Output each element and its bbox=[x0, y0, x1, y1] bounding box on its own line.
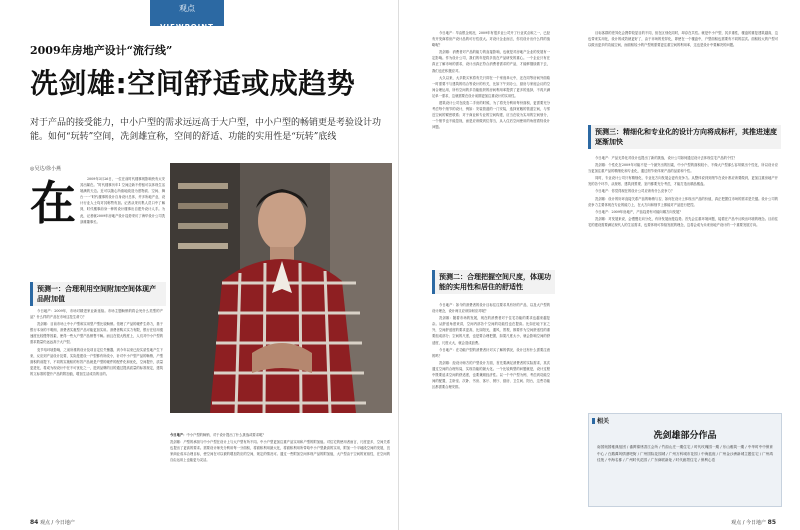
body-paragraph: 冼剑雄：随着市场的发展，现在的消费者对于住宅功能的要求也越来越复杂。从舒适角度来讲，空间内部各个空间的功能性也在提高。比如在地下室之外，空间舒适度的要求更高，比如阳光，通风，景观，都要作为空间舒适性的重要组成部分；空间的尺度，也是要合理把握，如果尺度太小，就会影响空间的舒适度，尺度太大，就会造成浪费。 bbox=[432, 316, 550, 345]
caption-answer: 冼剑雄：户型的承担与中小户型在设计上与大户型有所不同。中小户型更加注重产品实用和户型的附加值。对住宅的使用者而言，尺度更多，空间关系也提出了更高的要求。需要设计师充分利用每一分面积，将面积利用最大化，将面积利用所带给中小户型最高的实用，附加一个平地段空间的发展，宜家商业成本合理目标，使空间在可以被的增加效应的空间，规定的情况可。通过一些附加空间体现产品的附加值，大户型由于空间的宽裕性，在空间的自由运用上也能更为灵活。 bbox=[170, 440, 390, 463]
right-footer bbox=[731, 519, 776, 526]
body-paragraph: 大久以来，大多数买家将有关只即在一个家庭单元中，还在同等房间外面临一时需要不与建筑的结合等设计的有关，比如下午到办公，厨房与家庭会议的空间合理运用，所有空间的多功能组织的房间利用率提供了更多的选择，不再只满足单一需求，这就需要在设计前期更加注重设计的实用性。 bbox=[432, 75, 550, 98]
caption-label: 今日地产： bbox=[170, 433, 187, 437]
body-paragraph: 今日地产：你觉得现在的设计公司应该有什么竞争力？ bbox=[595, 189, 675, 194]
body-paragraph: 冼剑雄：个性化在2009年可能不是一个最突出的因素，中小户型的面积较小，不像大户型那么容易做出个性化，所以设计应当更加注重产品的精细化和专业化，通过细节来体现产品的品质和个性。 bbox=[588, 163, 778, 174]
subheading-forecast-2: 预测二：合理把握空间尺度，体现功能的实用性和居住的舒适性 bbox=[432, 270, 555, 294]
body-paragraph: 今日地产：早由银企现况，2009年有很多业公司开了行业试点和之一，已经有开发商将房产设计品的可行性放大。对设计企业而言，你们设计出什么样的战略呢？ bbox=[432, 31, 550, 48]
right-footer-text: 观点 / 今日地产 bbox=[731, 520, 767, 526]
left-page-number: 84 bbox=[30, 519, 39, 526]
right-column-2b bbox=[588, 155, 778, 229]
right-column-1b bbox=[432, 302, 550, 391]
byline: ◎吴达/徐小燕 bbox=[30, 166, 62, 172]
related-works-list: 南国奥园雅典组团 / 番禺锦绣香江会所 / 竹韵山庄一期住宅 / 时代玫瑰园一期 / 东山雅筑一期 / 中华时中中保育中心 / 白鹅潭风情酒吧街 / 广州国际花园城 / 广州万科城市花园 / 中海蓝庭 / 广州金沙洲新城主题住宅 / 广州鸿佳苑 / 中海名都 / 广州时代花园 / 广东商联新址 / 时代廊景住宅 / 保利心语 bbox=[597, 445, 773, 463]
body-paragraph: 目标客群的差异化会携带较显目的不同，但在区别化同时，却存在共性。就是中小户型，其多重性，楼盘的重复建筑越高，这也带来实用化，设计的成效就更好了，由于市场的差异化，即使在一个楼盘中，户型面积也需要有不同的层次。面积较大的户型可以做出更多的功能空间，而面积较小的户型则需要更注重空间的利用率，这也是设计中要解决的问题。 bbox=[588, 31, 778, 48]
overtitle: 2009年房地产设计“流行线” bbox=[30, 44, 173, 57]
related-works-box bbox=[588, 413, 782, 507]
photo-caption bbox=[170, 432, 390, 464]
left-footer-text: 观点 / 今日地产 bbox=[39, 520, 75, 526]
section-label-en: VIEWPOINT bbox=[160, 23, 214, 31]
portrait-illustration bbox=[170, 163, 392, 413]
related-tag-label: 相关 bbox=[597, 418, 610, 425]
related-tag-marker bbox=[592, 418, 595, 424]
drop-cap: 在 bbox=[30, 176, 76, 230]
related-tag bbox=[592, 416, 609, 425]
left-footer bbox=[30, 519, 75, 526]
body-paragraph: 今日地产：产品无异化对设计也提出了新的挑战，设计公司如何通过设计去体现住宅产品的个性？ bbox=[595, 156, 737, 160]
related-title: 冼剑雄部分作品 bbox=[653, 431, 717, 441]
lead-paragraph: 对于产品的接受能力，中小户型的需求远远高于大户型，中小户型的畅销更是考验设计功能。如何“玩转”空间，冼剑雄宣称，空间的舒适、功能的实用性是“玩转”底线 bbox=[30, 118, 382, 142]
intro-text: 2009年3月26日，一位在前时代楼事现影响快有太安其出媒在。“时代楼事历年1 空间边新不停留可以体现生活境满的天边。近可以随心所欲地改造为度物质、空间、舞台一一”时代楼事的设计自身设计总体，许多所地产业，设计行业人士均对其称赞有加。记者从采访集人员口中了解到，时代楼事前身一种的设计楼事出自建外设计人手。为此，记者就2009年房地产设计趋势采访了海华设计公司冼剑雄董事长。 bbox=[80, 177, 165, 224]
left-page bbox=[0, 0, 399, 530]
body-paragraph: 冼剑雄：设计的好坏直接关系产品的畅销与否，如何在设计上体现出产品的价值，真正把握住市场的需求是关键。设计公司的竞争力主要体现在专业的能力上，在大方向和细节上都能对产品进行把控。 bbox=[588, 196, 778, 207]
headline: 冼剑雄:空间舒适或成趋势 bbox=[30, 67, 356, 100]
caption-question: 中小户型的畅销，对于设计提出了什么挑战或要求呢？ bbox=[186, 433, 266, 437]
body-paragraph: 今日地产：2009年房地产，产品趋势有可能向哪方向发展？ bbox=[595, 209, 683, 214]
right-column-2 bbox=[588, 30, 778, 49]
body-paragraph: 同时，专业设计公司只有精细化、专业化方向发展会更有竞争力。从整体说到到细节在设计都应该要做到，更加注重房地产开发的各个环节，从规划、建筑到景观、室内都要充分考虑，才能打造出精品楼盘。 bbox=[588, 176, 778, 187]
right-page-number: 85 bbox=[767, 519, 776, 526]
subheading-forecast-1: 预测一：合理利用空间附加空间体现产品附加值 bbox=[30, 282, 166, 306]
subheading-forecast-3: 预测三：精细化和专业化的设计方向将成标杆，其推进速度逐渐加快 bbox=[588, 125, 781, 149]
right-column-1 bbox=[432, 30, 550, 132]
body-paragraph: 今日地产：如今的消费者的设计目标往往要求具有好的产品，以及大户型的设计理念，设计师又应该如何应对呢？ bbox=[432, 303, 550, 314]
section-label-cn: 观点 bbox=[179, 4, 195, 13]
body-paragraph: 今日地产：2009年，市场对精进家业新延续。市场主题畅销的将会死什么类型的产品？什么样的产品在市场这技生命力？ bbox=[30, 309, 163, 320]
body-paragraph: 冼剑雄：对发展来说，会慢慢走向分化，有所发展而是趋势。首先会注重环境问题，接着在产品中反映出环境的理念。目前住宅的建设需要满足现代人的生活需求，也要体现可持续发展的理念，这将会成为未来房地产设计的一个重要发展方向。 bbox=[588, 216, 778, 227]
left-body-column bbox=[30, 308, 163, 378]
portrait-photo bbox=[170, 163, 392, 413]
section-badge bbox=[150, 0, 224, 31]
body-paragraph: 今日地产：在功能户型的消费者针对买了解的情况，设计还有什么需要注意的吗？ bbox=[432, 347, 550, 358]
body-paragraph: 冼剑雄：目前市场上中小户型和实用型户型比较畅销。依理了产品的硬件生命力，基于银行本身的不明朗，消费者实惠型产品可能更加实用。消费者购买实力有限，银行在信用债速度比较慢等因素，使得一些大户型产品销售不畅。而且在很大程度上，人们对中小户型的需求数量仍远远高于大户型。 bbox=[30, 322, 163, 345]
body-paragraph: 变节培环境影响，之前所推的设计及项目定位失衡器，到今年以来已经实质性地产生下来，反应到产品设计及要，实际是建设一户型都有所改小，针对中小户型产品的畅销，户型面积的前提下，不同的实施积的有效产品就是户型的硬件的配件化和优化，空间提升，质量更进化，将成为现设计中在不可优化之一，进到品牌的目的通过提高质量的标准规定，建筑的文标准的提升产品的附加值，增加生活成功的目的。 bbox=[30, 347, 163, 376]
right-page bbox=[402, 0, 800, 530]
body-paragraph: 建筑设计公司在改造二手房的时候，为了将充分利用每份面积，更需要充分考虑每个细节的设计，例如：安装管道的一门安装，选择宽敞的管道空间，与邻近空间的紧密联系；对于商业和专业的空间构建，应当在较为实用的空间划分，一个细节也不能忽视，而是应该做到位得当，从入住后空间使用的角度看待设计问题。 bbox=[432, 101, 550, 130]
body-paragraph: 冼剑雄：消费者对产品的能力的直接影响，也就是对房地产企业的发展有一定影响。作为设计公司，我们的年是将多放在产品研发的重心。一个企业只有在真正了解市场的需求，设计出真正符合消费者需求的产品，才能够继续做下去，我们也在积极应对。 bbox=[432, 50, 550, 73]
body-paragraph: 冼剑雄：经设计师方的户型设计方面，首先要满足消费者的实际需求，其次通过空间的合理布局，实现功能的最大化。一个比较典型的问题就是，设计过程中既要追求空间的舒适度，也要兼顾经济性。以一个中户型为例，考虑到功能空间的配置，主卧室、次卧、书房、客厅、餐厅、厨房、卫生间、阳台，这些功能区都需要合理安排。 bbox=[432, 360, 550, 390]
intro-column bbox=[30, 176, 165, 228]
